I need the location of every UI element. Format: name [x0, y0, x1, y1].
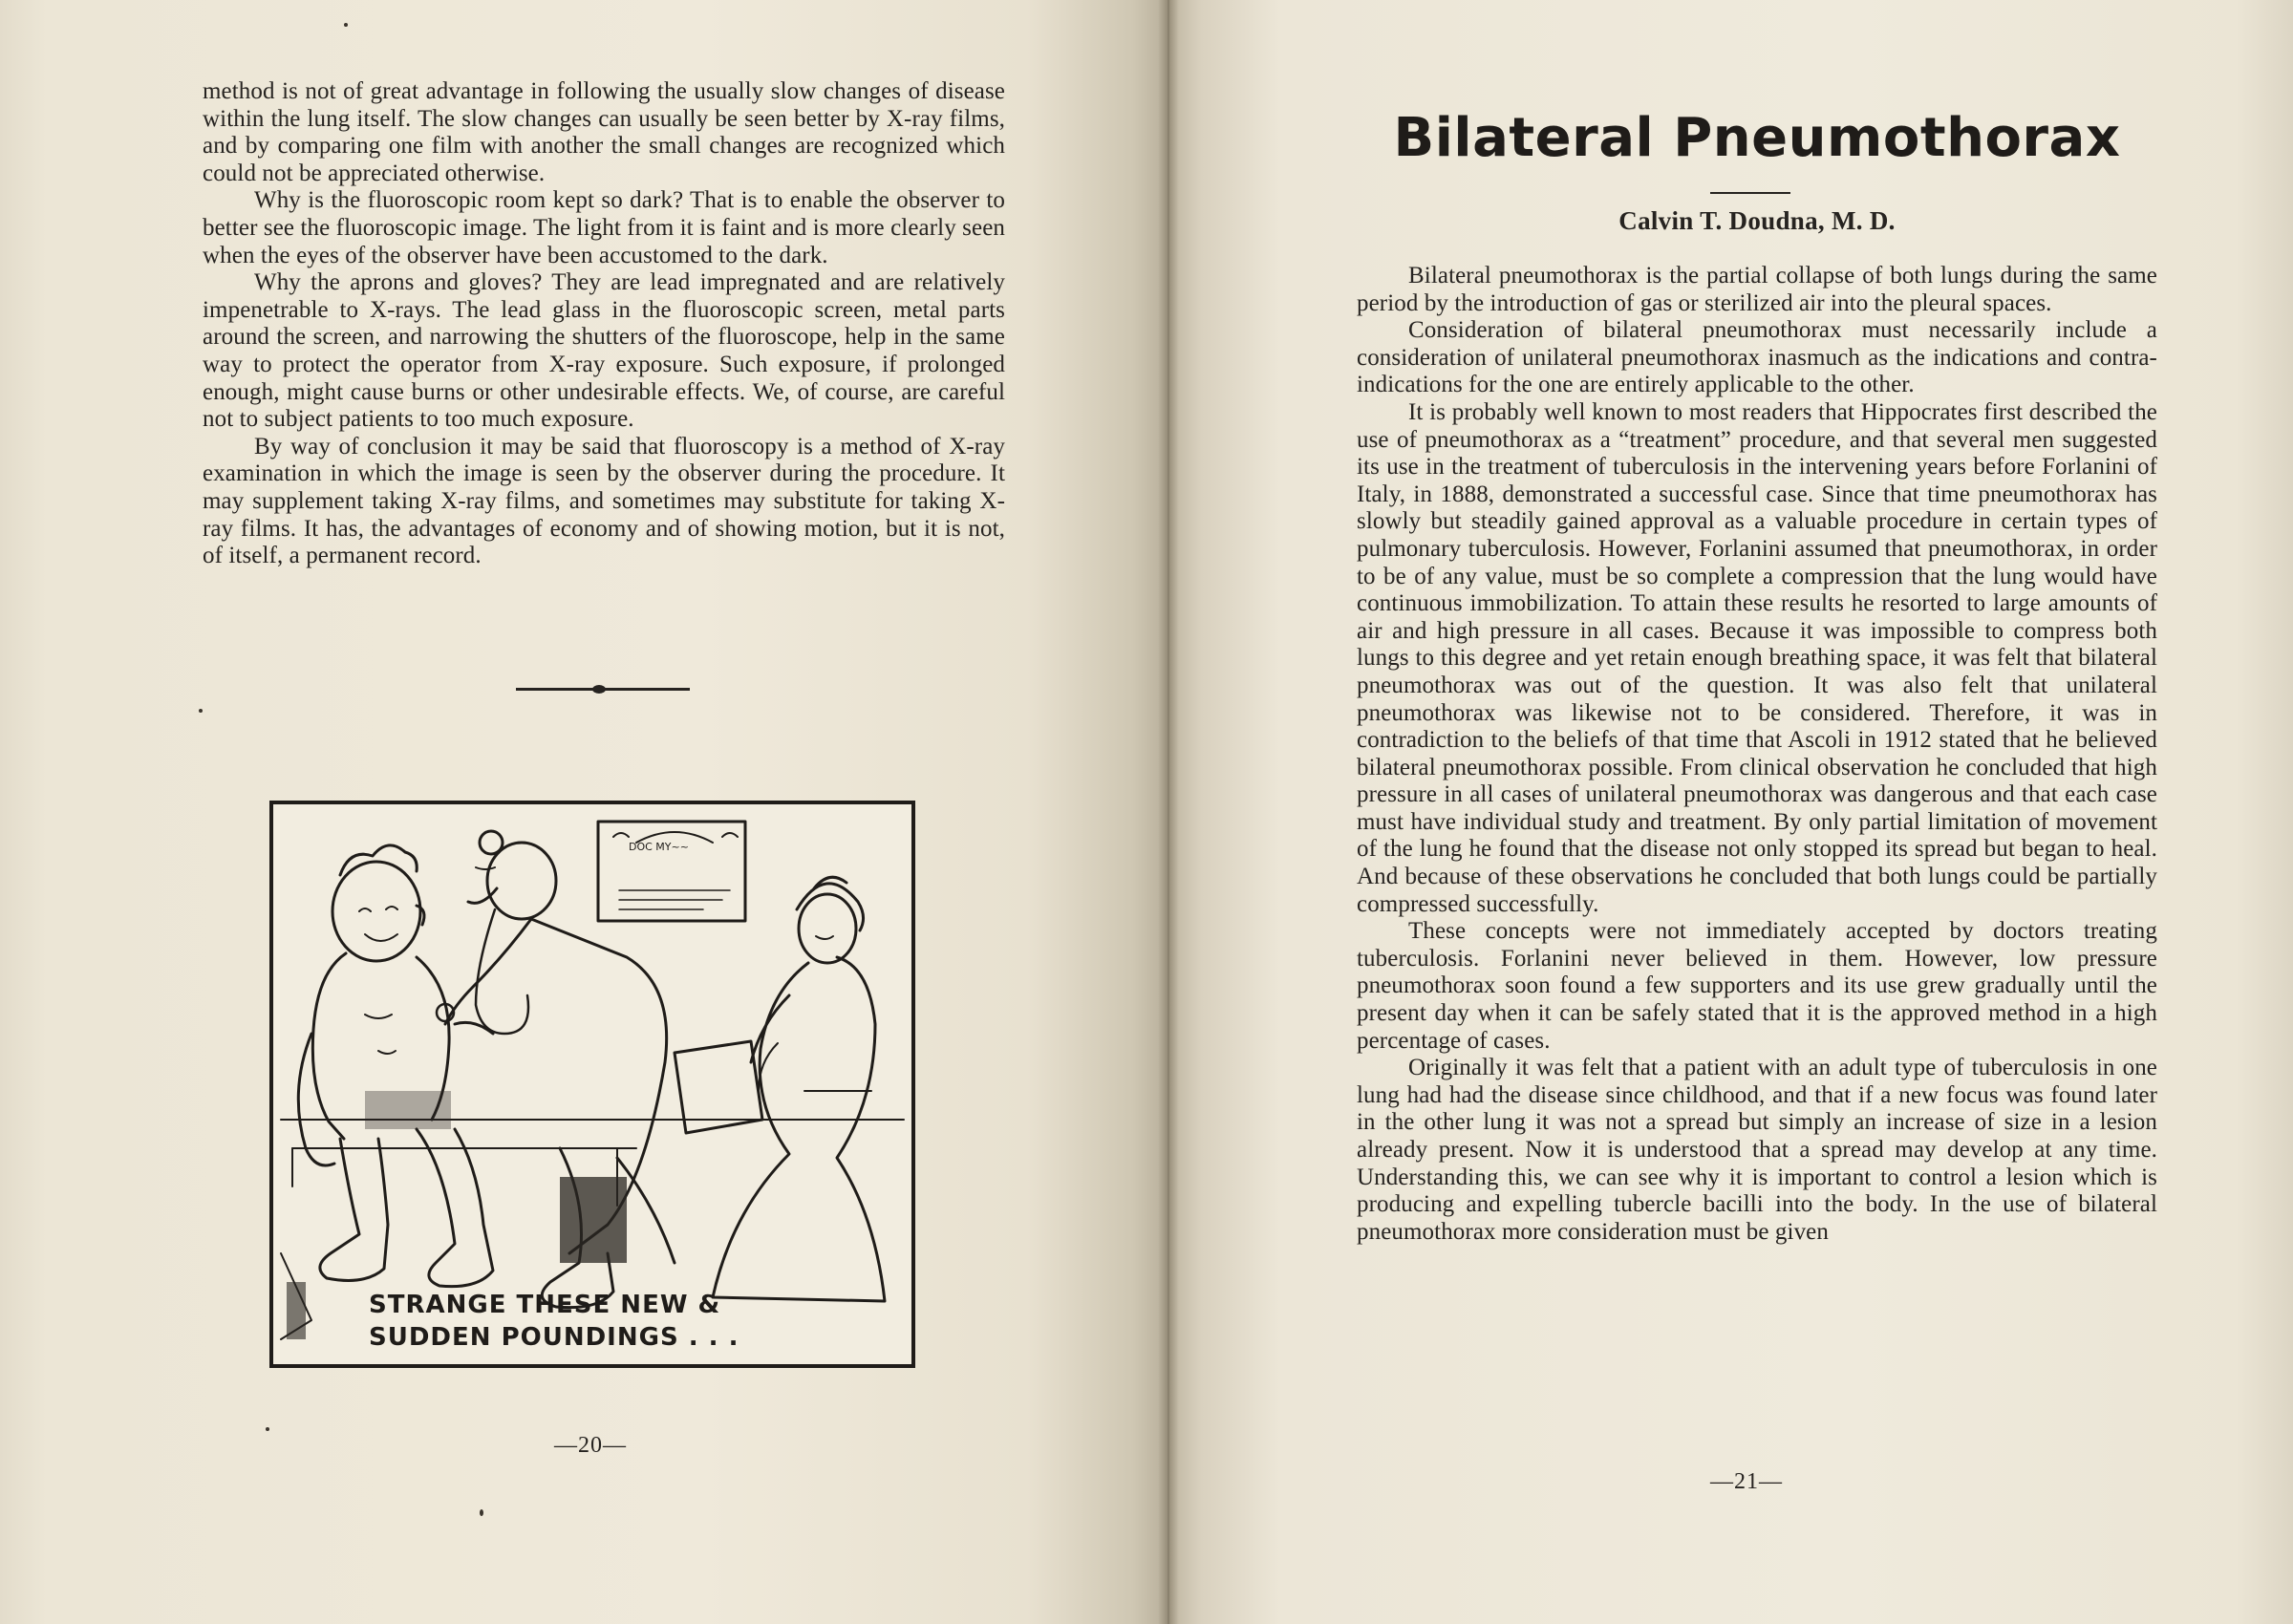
diploma-text: DOC MY~~	[629, 841, 689, 853]
left-paragraph-4: By way of conclusion it may be said that fluoroscopy is a method of X-ray examination in which the image is seen by the observer during the procedure. It may supplement taking X-ray films, and sometimes may substitute for taking X-ray films. It has, the advantages of economy and of showing motion, but it is not, of itself, a permanent record.	[203, 433, 1005, 569]
cartoon-caption-line-1: STRANGE THESE NEW &	[369, 1291, 721, 1319]
right-paragraph-4: These concepts were not immediately accepted by doctors treating tuberculosis. Forlanini never believed in them. However, low pressure pneumothorax soon found a few supporters and its use grew gradually until the present day when it can be safely stated that it is the approved method in a high percentage of cases.	[1357, 918, 2157, 1054]
section-end-ornament	[516, 688, 690, 691]
book-gutter	[1158, 0, 1179, 1624]
left-page-number: —20—	[554, 1433, 627, 1458]
right-page-number: —21—	[1710, 1469, 1783, 1494]
right-paragraph-3: It is probably well known to most readers that Hippocrates first described the use of pneumothorax as a “treatment” procedure, and that several men suggested its use in the treatment of tuberculosis in the intervening years before Forlanini of Italy, in 1888, demonstrated a successful case. Since that time pneumothorax has slowly but steadily gained approval as a valuable procedure in certain types of pulmonary tuberculosis. However, Forlanini assumed that pneumothorax, in order to be of any value, must be so complete a compression that the lung would have continuous immobilization. To attain these results he resorted to large amounts of air and high pressure in all cases. Because it was impossible to compress both lungs to this degree and yet retain enough breathing space, it was felt that bilateral pneumothorax was out of the question. It was also felt that unilateral pneumothorax was likewise not to be considered. Therefore, it was in contradiction to the beliefs of that time that Ascoli in 1912 stated that he believed bilateral pneumothorax possible. From clinical observation he concluded that high pressure in all cases of unilateral pneumothorax was dangerous and that each case must have individual study and treatment. By only partial limitation of movement of the lung he found that the disease not only stopped its spread but began to heal. And because of these observations he concluded that both lungs could be partially compressed successfully.	[1357, 398, 2157, 917]
paper-speck	[199, 709, 203, 713]
left-paragraph-1: method is not of great advantage in following the usually slow changes of disease within the lung itself. The slow changes can usually be seen better by X-ray films, and by comparing one film with another the small changes are recognized which could not be appreciated otherwise.	[203, 78, 1005, 186]
paper-speck	[266, 1427, 269, 1431]
right-page-text	[1357, 263, 2157, 1246]
left-paragraph-2: Why is the fluoroscopic room kept so dark? That is to enable the observer to better see the fluoroscopic image. The light from it is faint and is more clearly seen when the eyes of the observer have been accustomed to the dark.	[203, 187, 1005, 268]
cartoon-drawing	[273, 804, 911, 1364]
cartoon-caption-line-2: SUDDEN POUNDINGS . . .	[369, 1323, 739, 1352]
paper-speck	[480, 1509, 483, 1516]
article-author: Calvin T. Doudna, M. D.	[1618, 206, 1896, 235]
right-paragraph-1: Bilateral pneumothorax is the partial collapse of both lungs during the same period by the introduction of gas or sterilized air into the pleural spaces.	[1357, 263, 2157, 316]
doctor-cartoon-illustration	[269, 801, 915, 1368]
left-paragraph-3: Why the aprons and gloves? They are lead impregnated and are relatively impenetrable to X-rays. The lead glass in the fluoroscopic screen, metal parts around the screen, and narrowing the shutters of the fluoroscope, help in the same way to protect the operator from X-ray exposure. Such exposure, if prolonged enough, might cause burns or other undesirable effects. We, of course, are careful not to subject patients to too much exposure.	[203, 269, 1005, 433]
title-rule	[1710, 192, 1790, 194]
right-paragraph-5: Originally it was felt that a patient with an adult type of tuberculosis in one lung had had the disease since childhood, and that if a new focus was found later in the other lung it was not a spread but simply an increase of size in a lesion already present. Now it is understood that a spread may develop at any time. Understanding this, we can see why it is important to control a lesion which is producing and expelling tubercle bacilli into the body. In the use of bilateral pneumothorax more consideration must be given	[1357, 1055, 2157, 1245]
article-title: Bilateral Pneumothorax	[1393, 107, 2121, 169]
paper-speck	[344, 23, 348, 27]
left-page-text	[203, 78, 1005, 570]
right-paragraph-2: Consideration of bilateral pneumothorax must necessarily include a consideration of unilateral pneumothorax inasmuch as the indications and contra-indications for the one are entirely applicable to the other.	[1357, 317, 2157, 398]
